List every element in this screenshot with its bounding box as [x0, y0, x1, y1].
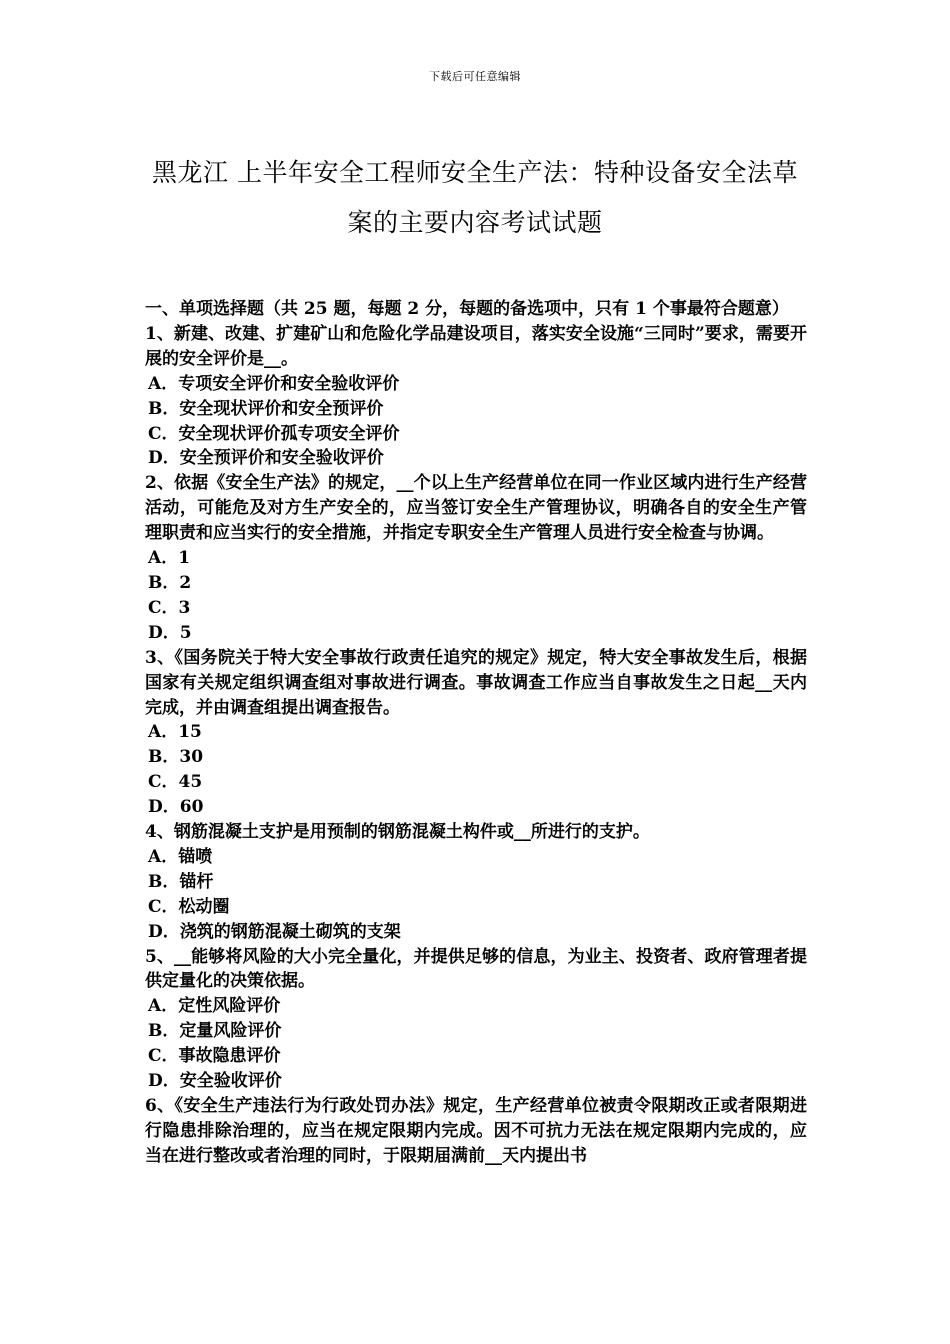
- option-list: [145, 372, 807, 472]
- document-title: 黑龙江 上半年安全工程师安全生产法：特种设备安全法草案的主要内容考试试题: [152, 158, 798, 237]
- question-stem: 4、钢筋混凝土支护是用预制的钢筋混凝土构件或__所进行的支护。: [145, 822, 650, 843]
- option-a: A．定性风险评价: [148, 996, 281, 1017]
- option-d: D．浇筑的钢筋混凝土砌筑的支架: [148, 921, 401, 942]
- question-stem: 1、新建、改建、扩建矿山和危险化学品建设项目，落实安全设施“三同时”要求，需要开展的安全评价是__。: [145, 323, 807, 369]
- question-stem: 5、__能够将风险的大小完全量化，并提供足够的信息，为业主、投资者、政府管理者提供定量化的决策依据。: [145, 946, 807, 992]
- option-d: D．5: [148, 622, 192, 643]
- option-c: C．45: [148, 772, 203, 793]
- option-b: B．定量风险评价: [148, 1021, 282, 1042]
- option-a: A．专项安全评价和安全验收评价: [148, 373, 400, 394]
- question-1: [145, 322, 807, 471]
- option-list: [145, 845, 807, 945]
- option-b: B．锚杆: [148, 871, 214, 892]
- option-d: D．60: [148, 797, 204, 818]
- question-5: [145, 945, 807, 1094]
- question-2: [145, 471, 807, 645]
- document-body: [145, 297, 807, 1169]
- question-stem: 6、《安全生产违法行为行政处罚办法》规定，生产经营单位被责令限期改正或者限期进行隐患排除治理的，应当在规定限期内完成。因不可抗力无法在规定限期内完成的，应当在进行整改或者治理的同时，于限期届满前__天内提出书: [145, 1096, 807, 1166]
- option-c: C．3: [148, 597, 191, 618]
- question-4: [145, 820, 807, 945]
- question-stem: 3、《国务院关于特大安全事故行政责任追究的规定》规定，特大安全事故发生后，根据国家有关规定组织调查组对事故进行调查。事故调查工作应当自事故发生之日起__天内完成，并由调查组提出调查报告。: [145, 647, 807, 718]
- option-list: [145, 994, 807, 1094]
- option-c: C．松动圈: [148, 896, 230, 917]
- option-list: [145, 720, 807, 820]
- option-d: D．安全验收评价: [148, 1071, 282, 1092]
- option-c: C．事故隐患评价: [148, 1046, 281, 1067]
- option-b: B．30: [148, 747, 204, 768]
- question-3: [145, 646, 807, 820]
- question-6: [145, 1094, 807, 1169]
- option-d: D．安全预评价和安全验收评价: [148, 448, 384, 469]
- question-stem: 2、依据《安全生产法》的规定，__个以上生产经营单位在同一作业区域内进行生产经营活动，可能危及对方生产安全的，应当签订安全生产管理协议，明确各自的安全生产管理职责和应当实行的安全措施，并指定专职安全生产管理人员进行安全检查与协调。: [145, 473, 807, 544]
- option-a: A．15: [148, 722, 202, 743]
- option-b: B．安全现状评价和安全预评价: [148, 398, 384, 419]
- section-heading: 一、单项选择题（共 25 题，每题 2 分，每题的备选项中，只有 1 个事最符合题意）: [145, 299, 789, 319]
- option-list: [145, 546, 807, 646]
- header-note: 下载后可任意编辑: [429, 70, 521, 83]
- option-a: A．锚喷: [148, 846, 213, 867]
- option-c: C．安全现状评价孤专项安全评价: [148, 423, 400, 444]
- option-a: A．1: [148, 548, 191, 569]
- option-b: B．2: [148, 572, 192, 593]
